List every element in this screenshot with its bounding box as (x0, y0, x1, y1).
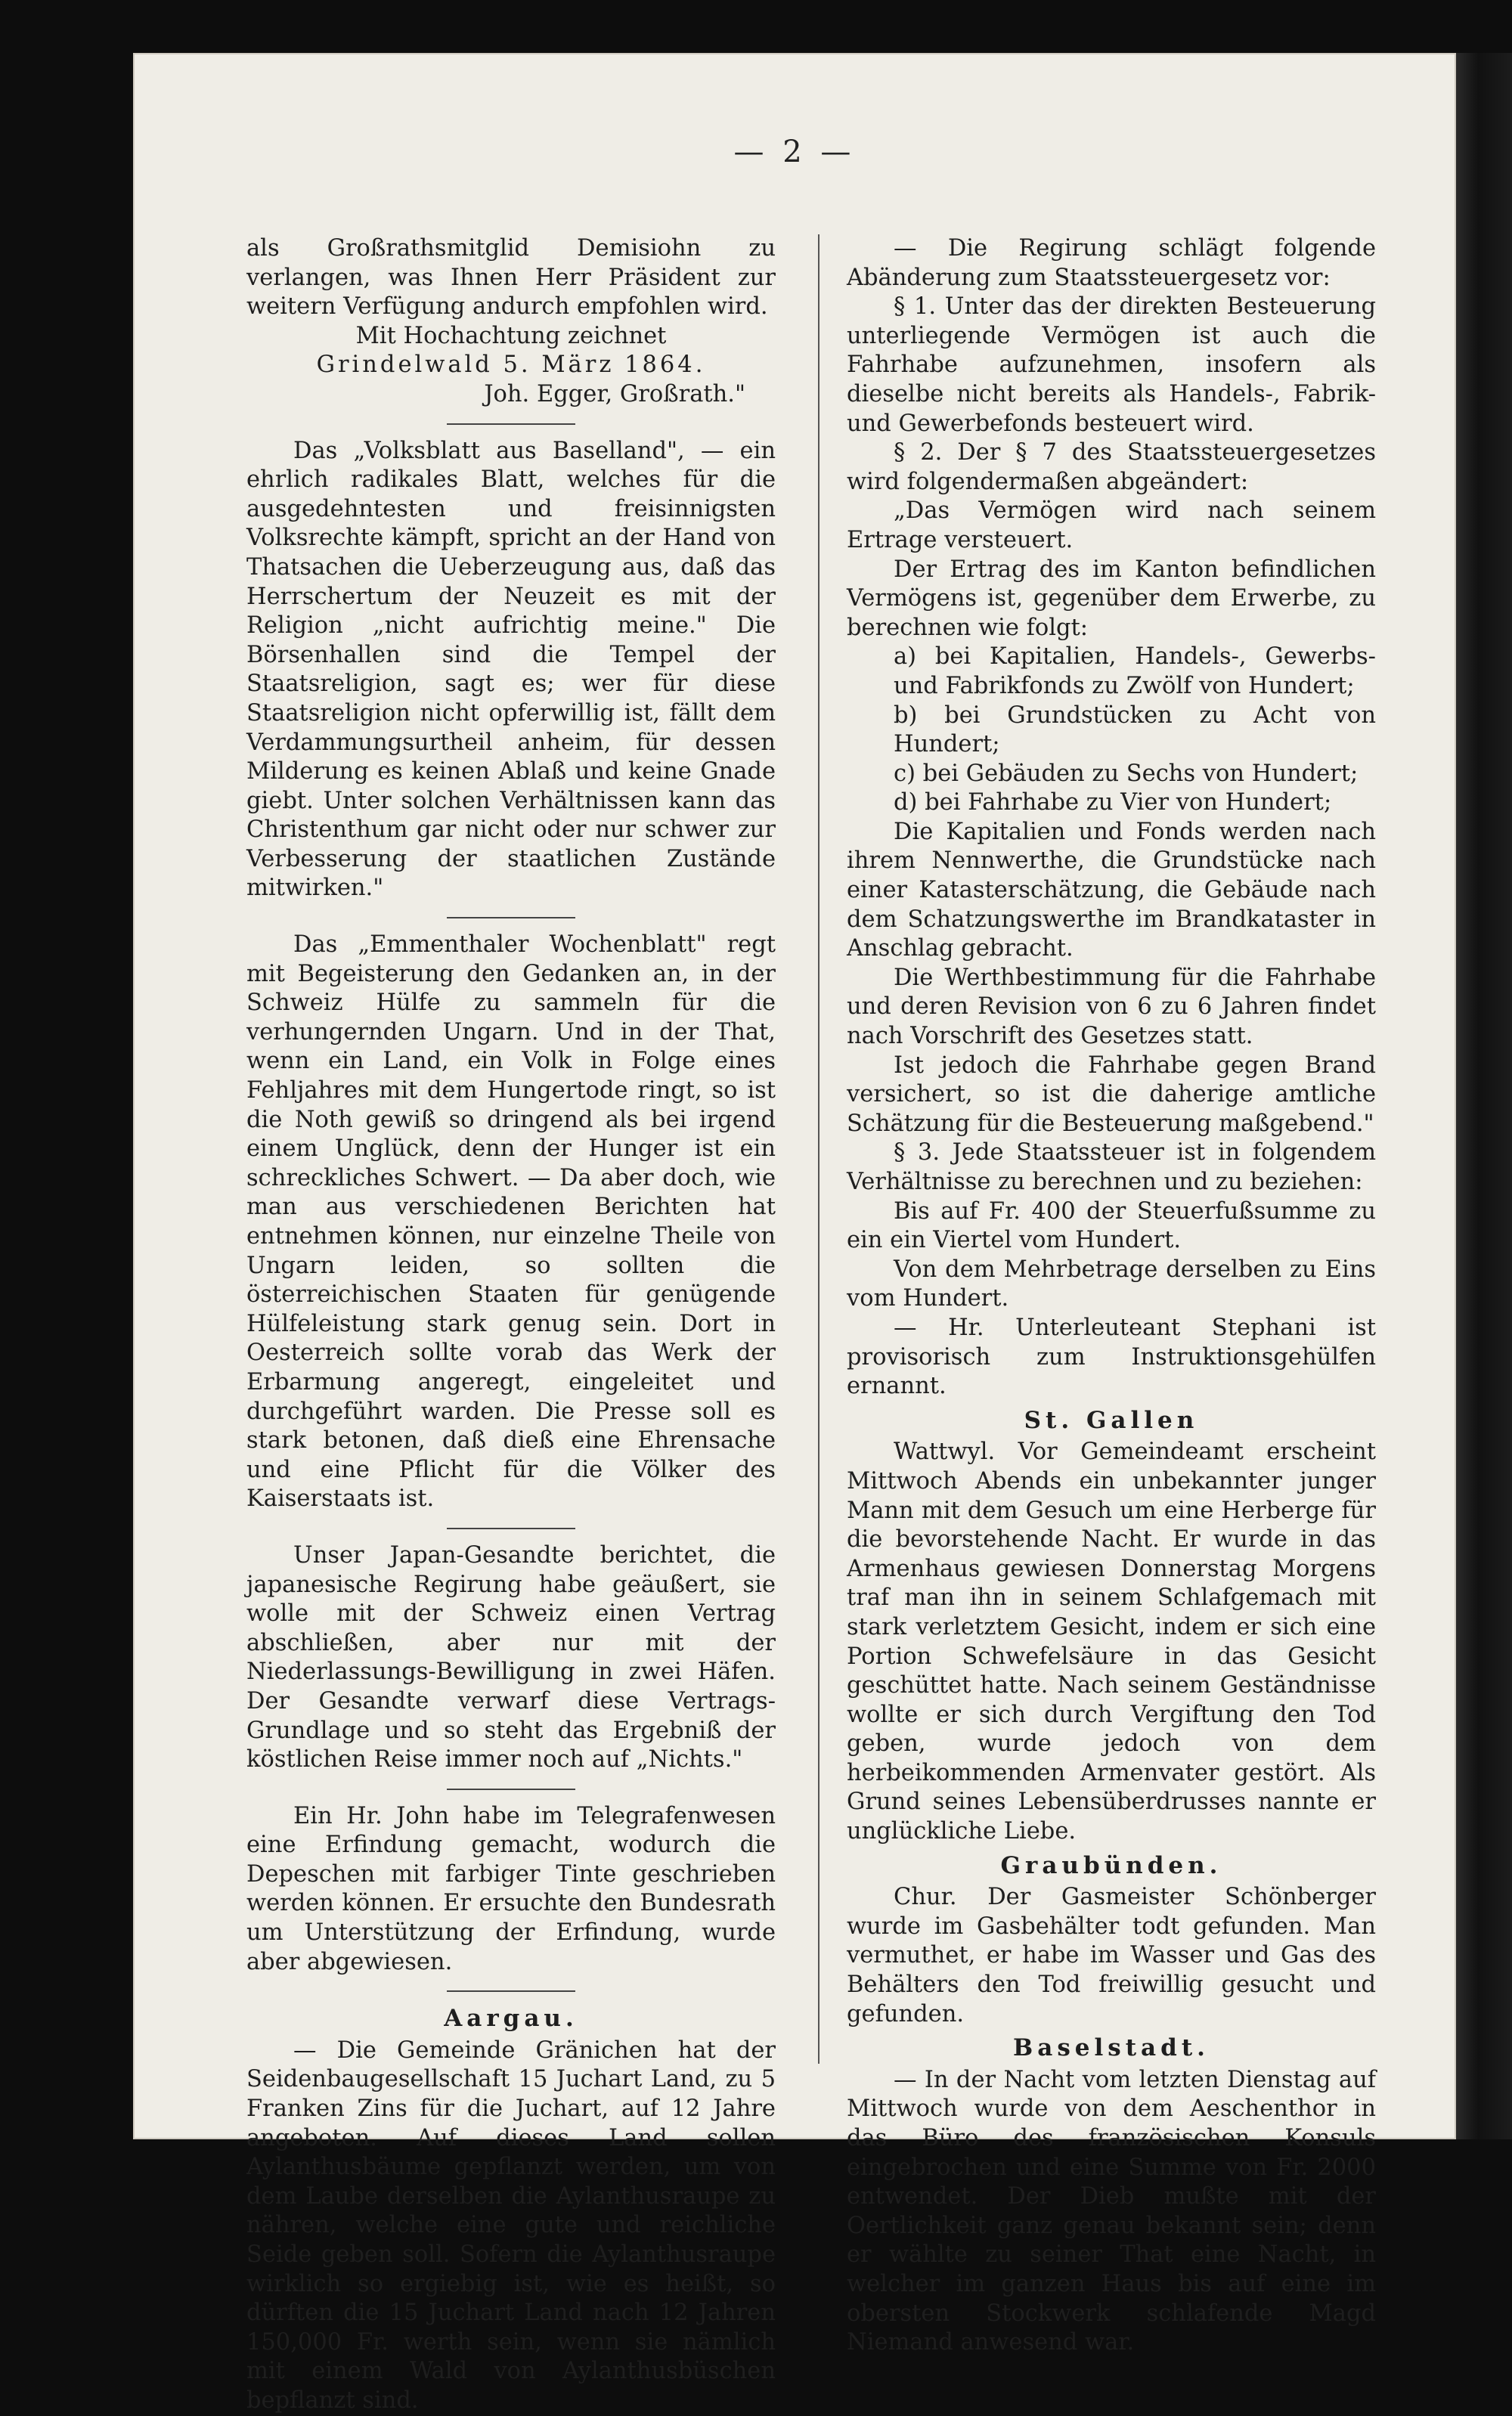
section-heading-aargau: Aargau. (444, 2005, 578, 2033)
section-3-rate-2: Von dem Mehrbetrage derselben zu Eins vom Hundert. (847, 1256, 1376, 1312)
list-item: b) bei Grundstücken zu Acht von Hundert; (894, 702, 1376, 758)
separator-line (447, 1990, 575, 1992)
newspaper-page (133, 53, 1456, 2414)
left-paragraph-6: — Die Gemeinde Gränichen hat der Seidenbaugesellschaft 15 Juchart Land, zu 5 Franken Zins für die Juchart, auf 12 Jahre angeboten. Auf dieses Land sollen Aylanthusbäume gepflanzt werden, um von dem Laube derselben die Aylanthusraupe zu nähren, welche eine gute und reichliche Seide geben soll. Sofern die Aylanthusraupe wirklich so ergiebig ist, wie es heißt, so dürften die 15 Juchart Land nach 12 Jahren 150,000 Fr. werth sein, wenn sie nämlich mit einem Wald von Aylanthusbüschen bepflanzt sind. (246, 2037, 776, 2414)
signature-place: Grindelwald 5. März 1864. (316, 352, 706, 379)
signature-greeting: Mit Hochachtung zeichnet (355, 322, 667, 349)
right-paragraph-4: Chur. Der Gasmeister Schönberger wurde im Gasbehälter todt gefunden. Man vermuthet, er habe im Wasser und Gas des Behälters den Tod freiwillig gesucht und gefunden. (847, 1884, 1376, 2027)
section-1: § 1. Unter das der direkten Besteuerung unterliegende Vermögen ist auch die Fahrhabe aufzunehmen, insofern als dieselbe nicht bereits als Handels-, Fabrik- und Gewerbefonds besteuert wird. (847, 293, 1376, 437)
left-paragraph-1: als Großrathsmitglid Demisiohn zu verlangen, was Ihnen Herr Präsident zur weitern Verfügung andurch empfohlen wird. (246, 235, 776, 321)
left-paragraph-5: Ein Hr. John habe im Telegrafenwesen eine Erfindung gemacht, wodurch die Depeschen mit farbiger Tinte geschrieben werden können. Er ersuchte den Bundesrath um Unterstützung der Erfindung, wurde aber abgewiesen. (246, 1802, 776, 1975)
binding-edge (1456, 53, 1512, 2139)
section-2-body: Der Ertrag des im Kanton befindlichen Vermögens ist, gegenüber dem Erwerbe, zu berechnen wie folgt: (847, 556, 1376, 641)
section-2-quote: „Das Vermögen wird nach seinem Ertrage versteuert. (847, 497, 1376, 553)
section-heading-st-gallen: St. Gallen (1024, 1406, 1199, 1434)
list-item: c) bei Gebäuden zu Sechs von Hundert; (894, 760, 1359, 787)
left-paragraph-2: Das „Volksblatt aus Baselland", — ein ehrlich radikales Blatt, welches für die ausgedehntesten und freisinnigsten Volksrechte kämpft, spricht an der Hand von Thatsachen die Ueberzeugung aus, daß das Herrschertum der Neuzeit es mit der Religion „nicht aufrichtig meine." Die Börsenhallen sind die Tempel der Staatsreligion, sagt es; wer für diese Staatsreligion nicht opferwillig ist, fällt dem Verdammungsurtheil anheim, für dessen Milderung es keinen Ablaß und keine Gnade giebt. Unter solchen Verhältnissen kann das Christenthum gar nicht oder nur schwer zur Verbesserung der staatlichen Zustände mitwirken." (246, 437, 776, 902)
separator-line (447, 1528, 575, 1529)
page-number: — 2 — (733, 135, 856, 169)
right-paragraph-1: — Die Regirung schlägt folgende Abänderung zum Staatssteuergesetz vor: (847, 235, 1376, 291)
separator-line (447, 423, 575, 425)
right-paragraph-2: — Hr. Unterleuteant Stephani ist provisorisch zum Instruktionsgehülfen ernannt. (847, 1314, 1376, 1400)
section-3-rate-1: Bis auf Fr. 400 der Steuerfußsumme zu ein ein Viertel vom Hundert. (847, 1197, 1376, 1254)
section-2-insurance: Ist jedoch die Fahrhabe gegen Brand versichert, so ist die daherige amtliche Schätzung für die Besteuerung maßgebend." (847, 1052, 1376, 1137)
right-paragraph-3: Wattwyl. Vor Gemeindeamt erscheint Mittwoch Abends ein unbekannter junger Mann mit dem Gesuch um eine Herberge für die bevorstehende Nacht. Er wurde in das Armenhaus gewiesen Donnerstag Morgens traf man ihn in seinem Schlafgemach mit stark verletztem Gesicht, indem er sich eine Portion Schwefelsäure in das Gesicht geschüttet hatte. Nach seinem Geständnisse wollte er sich durch Vergiftung den Tod geben, wurde jedoch von dem herbeikommenden Armenvater gestört. Als Grund seines Lebensüberdrusses nannte er unglückliche Liebe. (847, 1439, 1376, 1845)
right-paragraph-5: — In der Nacht vom letzten Dienstag auf Mittwoch wurde von dem Aeschenthor in das Büro des französischen Konsuls eingebrochen und eine Summe von Fr. 2000 entwendet. Der Dieb mußte mit der Oertlichkeit ganz genau bekannt sein; denn er wählte zu seiner That eine Nacht, in welcher im ganzen Haus bis auf eine im obersten Stockwerk schlafende Magd Niemand anwesend war. (847, 2066, 1376, 2356)
signature-name: Joh. Egger, Großrath." (484, 380, 745, 407)
section-2-capital: Die Kapitalien und Fonds werden nach ihrem Nennwerthe, die Grundstücke nach einer Katasterschätzung, die Gebäude nach dem Schatzungswerthe im Brandkataster in Anschlag gebracht. (847, 818, 1376, 962)
section-2-valuation: Die Werthbestimmung für die Fahrhabe und deren Revision von 6 zu 6 Jahren findet nach Vorschrift des Gesetzes statt. (847, 964, 1376, 1050)
section-2: § 2. Der § 7 des Staatssteuergesetzes wird folgendermaßen abgeändert: (847, 439, 1376, 495)
list-item: d) bei Fahrhabe zu Vier von Hundert; (894, 789, 1332, 816)
section-heading-graubuenden: Graubünden. (1000, 1851, 1222, 1879)
column-divider (818, 234, 820, 2064)
left-paragraph-4: Unser Japan-Gesandte berichtet, die japanesische Regirung habe geäußert, sie wolle mit der Schweiz einen Vertrag abschließen, aber nur mit der Niederlassungs-Bewilligung in zwei Häfen. Der Gesandte verwarf diese Vertrags-Grundlage und so steht das Ergebniß der köstlichen Reise immer noch auf „Nichts." (246, 1541, 776, 1773)
section-heading-baselstadt: Baselstadt. (1013, 2034, 1210, 2062)
right-column (847, 234, 1376, 2358)
left-column (246, 234, 776, 2416)
left-paragraph-3: Das „Emmenthaler Wochenblatt" regt mit Begeisterung den Gedanken an, in der Schweiz Hülfe zu sammeln für die verhungernden Ungarn. Und in der That, wenn ein Land, ein Volk in Folge eines Fehljahres mit dem Hungertode ringt, so ist die Noth gewiß so dringend als bei irgend einem Unglück, denn der Hunger ist ein schreckliches Schwert. — Da aber doch, wie man aus verschiedenen Berichten hat entnehmen können, nur einzelne Theile von Ungarn leiden, so sollten die österreichischen Staaten für genügende Hülfeleistung stark genug sein. Dort in Oesterreich sollte vorab das Werk der Erbarmung angeregt, eingeleitet und durchgeführt warden. Die Presse soll es stark betonen, daß dieß eine Ehrensache und eine Pflicht für die Völker des Kaiserstaats ist. (246, 931, 776, 1513)
separator-line (447, 917, 575, 918)
separator-line (447, 1789, 575, 1790)
section-3: § 3. Jede Staatssteuer ist in folgendem Verhältnisse zu berechnen und zu beziehen: (847, 1139, 1376, 1195)
list-item: a) bei Kapitalien, Handels-, Gewerbs- und Fabrikfonds zu Zwölf von Hundert; (894, 643, 1376, 699)
